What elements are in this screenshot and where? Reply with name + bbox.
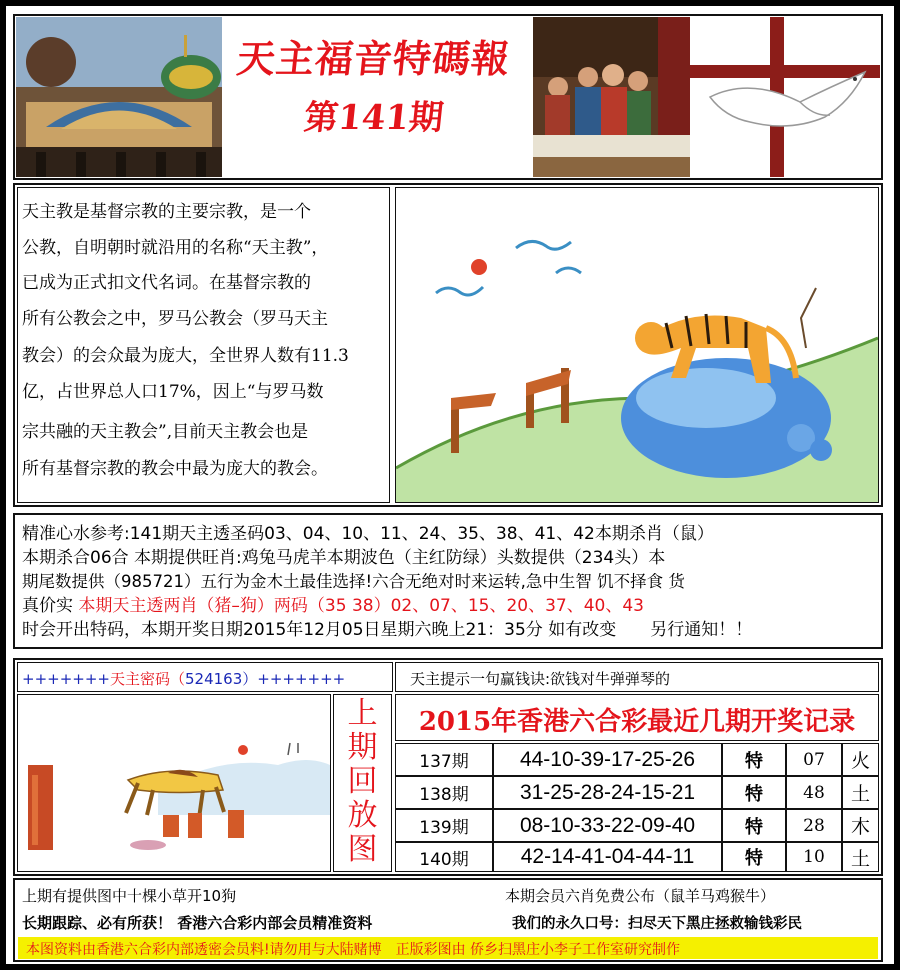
secret-code	[22, 668, 345, 689]
replay-char: 图	[347, 832, 378, 867]
hint-text: 天主提示一句赢钱诀:欲钱对牛弹弹琴的	[410, 670, 671, 688]
element-cell: 土	[842, 776, 879, 809]
secret-code-value: 524163	[185, 670, 243, 688]
footer-banner-text: 本图资料由香港六合彩内部透密会员料!请勿用与大陆赌博 正版彩图由 侨乡扫黑庄小李子工作室研究制作	[26, 942, 681, 958]
intro-line: 已成为正式扣文代名词。在基督宗教的	[22, 273, 311, 293]
reference-line: 期尾数提供（985721）五行为金木土最佳选择!六合无绝对时来运转,急中生智 饥不择食 货	[22, 572, 685, 591]
replay-char: 回	[347, 764, 378, 799]
records-title: 2015年香港六合彩最近几期开奖记录	[418, 707, 856, 737]
period-cell: 138期	[395, 776, 493, 809]
reference-prefix: 真价实	[22, 596, 79, 616]
reference-red-text: 本期天主透两肖（猪–狗）两码（35 38）02、07、15、20、37、40、43	[78, 596, 644, 616]
reference-line: 本期杀合06合 本期提供旺肖:鸡兔马虎羊本期波色（主红防绿）头数提供（234头）本	[22, 548, 666, 568]
newspaper-title: 天主福音特碼報	[234, 36, 513, 81]
church-photo	[16, 17, 222, 177]
intro-line: 教会）的会众最为庞大，全世界人数有11.3	[22, 346, 349, 366]
special-cell: 10	[786, 842, 842, 872]
period-cell: 137期	[395, 743, 493, 776]
special-cell: 28	[786, 809, 842, 842]
secret-prefix: +++++++	[22, 670, 110, 688]
numbers-cell: 42-14-41-04-44-11	[493, 842, 722, 872]
reference-line: 时会开出特码，本期开奖日期2015年12月05日星期六晚上21：35分 如有改变 另行通知！！	[22, 620, 753, 640]
footer-prev-result: 上期有提供图中十棵小草开10狗	[22, 887, 237, 905]
intro-line: 宗共融的天主教会”,目前天主教会也是	[22, 422, 309, 442]
te-cell: 特	[722, 809, 786, 842]
replay-label	[333, 697, 392, 867]
cross-dove-icon	[690, 17, 880, 177]
intro-line: 公教，自明朝时就沿用的名称“天主教”，	[22, 238, 329, 258]
reference-line: 精准心水参考:141期天主透圣码03、04、10、11、24、35、38、41、42本期杀肖（鼠）	[22, 524, 714, 544]
dog-illustration	[17, 694, 331, 872]
intro-line: 亿，占世界总人口17%，因上“与罗马数	[22, 382, 324, 402]
intro-line: 天主教是基督宗教的主要宗教，是一个	[22, 202, 311, 222]
element-cell: 火	[842, 743, 879, 776]
intro-line: 所有基督宗教的教会中最为庞大的教会。	[22, 459, 328, 479]
footer-slogan-right: 我们的永久口号：扫尽天下黑庄拯救输钱彩民	[512, 916, 802, 932]
intro-text-box	[17, 187, 390, 503]
numbers-cell: 08-10-33-22-09-40	[493, 809, 722, 842]
te-cell: 特	[722, 743, 786, 776]
secret-label: 天主密码（	[109, 670, 185, 688]
te-cell: 特	[722, 842, 786, 872]
numbers-cell: 31-25-28-24-15-21	[493, 776, 722, 809]
footer-member-zodiac: 本期会员六肖免费公布（鼠羊马鸡猴牛）	[505, 887, 776, 905]
period-cell: 140期	[395, 842, 493, 872]
reference-line-highlight	[22, 596, 644, 616]
issue-number: 第141期	[302, 98, 446, 138]
special-cell: 07	[786, 743, 842, 776]
footer-banner	[18, 937, 878, 959]
replay-char: 放	[347, 798, 378, 833]
te-cell: 特	[722, 776, 786, 809]
numbers-cell: 44-10-39-17-25-26	[493, 743, 722, 776]
intro-line: 所有公教会之中，罗马公教会（罗马天主	[22, 309, 328, 329]
tiger-illustration	[395, 187, 879, 503]
period-cell: 139期	[395, 809, 493, 842]
last-supper-painting	[533, 17, 690, 177]
replay-char: 上	[347, 696, 378, 731]
footer-slogan-left: 长期跟踪、必有所获！ 香港六合彩内部会员精准资料	[22, 914, 373, 932]
replay-char: 期	[347, 730, 378, 765]
element-cell: 土	[842, 842, 879, 872]
special-cell: 48	[786, 776, 842, 809]
element-cell: 木	[842, 809, 879, 842]
secret-suffix: ）+++++++	[242, 670, 346, 688]
